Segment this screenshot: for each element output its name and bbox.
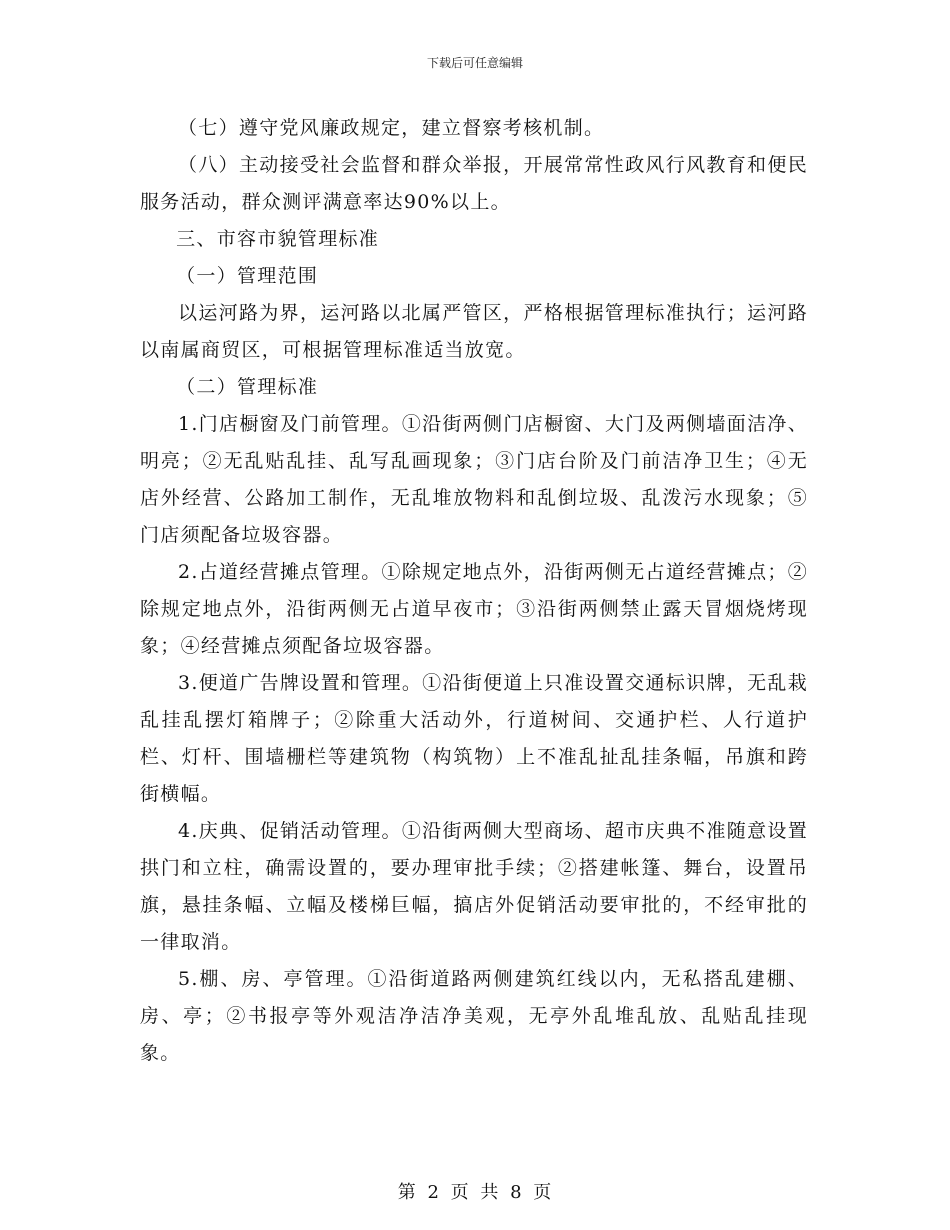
paragraph-item-3: 3.便道广告牌设置和管理。①沿街便道上只准设置交通标识牌，无乱栽乱挂乱摆灯箱牌子；②除重大活动外，行道树间、交通护栏、人行道护栏、灯杆、围墙栅栏等建筑物（构筑物）上不准乱扯乱挂条幅，吊旗和跨街横幅。 — [140, 672, 808, 805]
document-body — [140, 110, 808, 1072]
paragraph-item-5: 5.棚、房、亭管理。①沿街道路两侧建筑红线以内，无私搭乱建棚、房、亭；②书报亭等外观洁净洁净美观，无亭外乱堆乱放、乱贴乱挂现象。 — [140, 968, 808, 1064]
paragraph-clause-8: （八）主动接受社会监督和群众举报，开展常常性政风行风教育和便民服务活动，群众测评满意率达90%以上。 — [140, 154, 808, 213]
header-note: 下载后可任意编辑 — [426, 56, 523, 70]
paragraph-clause-7: （七）遵守党风廉政规定，建立督察考核机制。 — [178, 117, 605, 139]
paragraph-scope: 以运河路为界，运河路以北属严管区，严格根据管理标准执行；运河路以南属商贸区，可根据管理标准适当放宽。 — [140, 302, 808, 361]
subheading-standards: （二）管理标准 — [176, 376, 319, 398]
paragraph-item-1: 1.门店橱窗及门前管理。①沿街两侧门店橱窗、大门及两侧墙面洁净、明亮；②无乱贴乱挂、乱写乱画现象；③门店台阶及门前洁净卫生；④无店外经营、公路加工制作，无乱堆放物料和乱倒垃圾、乱泼污水现象；⑤门店须配备垃圾容器。 — [140, 413, 808, 546]
subheading-scope: （一）管理范围 — [176, 265, 319, 287]
page-number-footer: 第 2 页 共 8 页 — [397, 1182, 553, 1203]
section-heading-3: 三、市容市貌管理标准 — [176, 228, 380, 250]
paragraph-item-4: 4.庆典、促销活动管理。①沿街两侧大型商场、超市庆典不准随意设置拱门和立柱，确需设置的，要办理审批手续；②搭建帐篷、舞台，设置吊旗，悬挂条幅、立幅及楼梯巨幅，搞店外促销活动要审批的，不经审批的一律取消。 — [140, 820, 808, 953]
paragraph-item-2: 2.占道经营摊点管理。①除规定地点外，沿街两侧无占道经营摊点；②除规定地点外，沿街两侧无占道早夜市；③沿街两侧禁止露天冒烟烧烤现象；④经营摊点须配备垃圾容器。 — [140, 561, 808, 657]
